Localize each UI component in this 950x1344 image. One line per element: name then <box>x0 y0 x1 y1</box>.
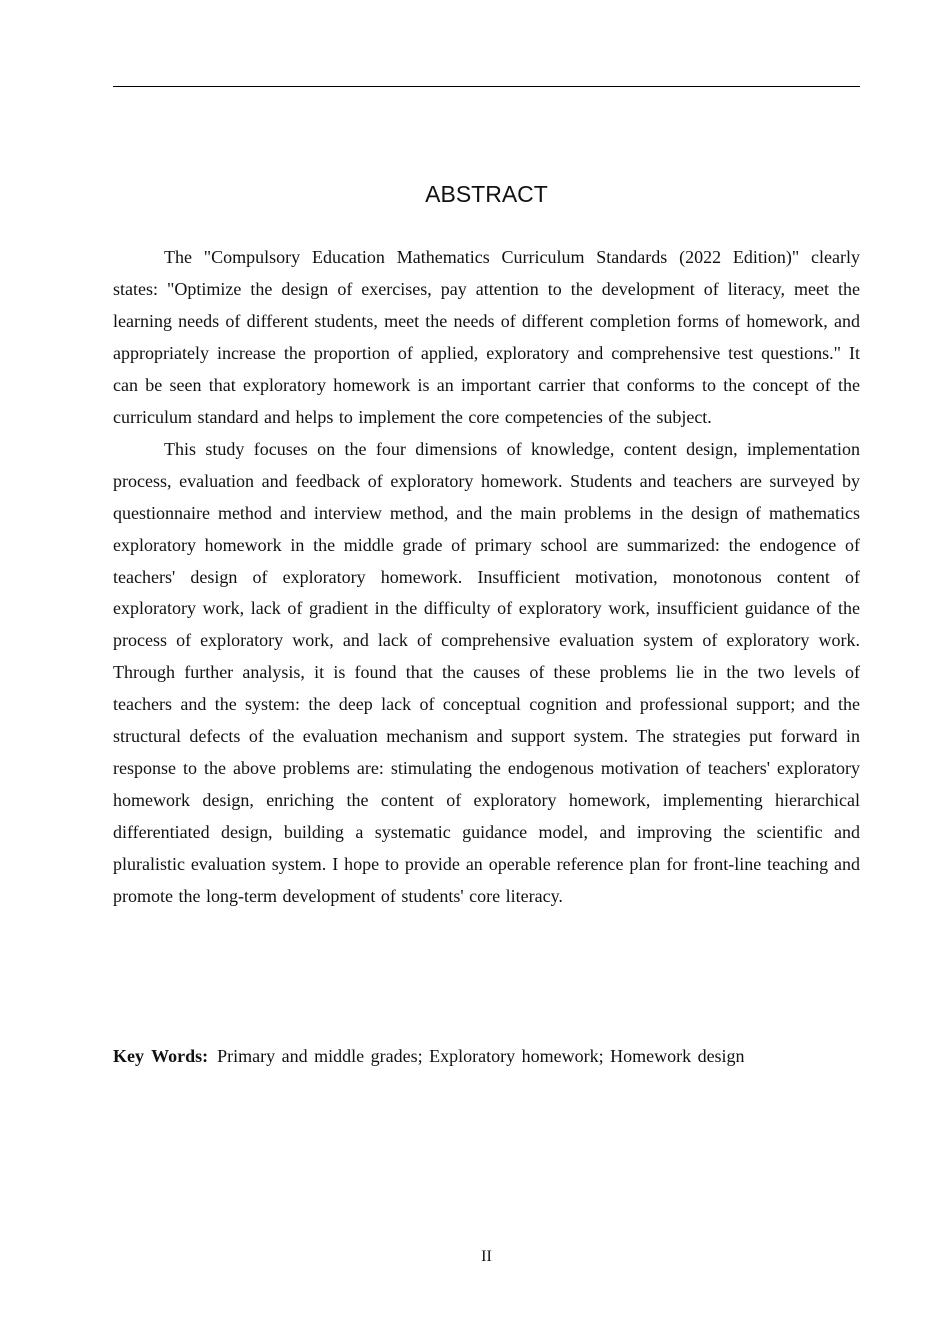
abstract-paragraph-2: This study focuses on the four dimensions of knowledge, content design, implementation process, evaluation and feedback of exploratory homework. Students and teachers are surveyed by questionnaire method and interview method, and the main problems in the design of mathematics exploratory homework in the middle grade of primary school are summarized: the endogence of teachers' design of exploratory homework. Insufficient motivation, monotonous content of exploratory work, lack of gradient in the difficulty of exploratory work, insufficient guidance of the process of exploratory work, and lack of comprehensive evaluation system of exploratory work. Through further analysis, it is found that the causes of these problems lie in the two levels of teachers and the system: the deep lack of conceptual cognition and professional support; and the structural defects of the evaluation mechanism and support system. The strategies put forward in response to the above problems are: stimulating the endogenous motivation of teachers' exploratory homework design, enriching the content of exploratory homework, implementing hierarchical differentiated design, building a systematic guidance model, and improving the scientific and pluralistic evaluation system. I hope to provide an operable reference plan for front-line teaching and promote the long-term development of students' core literacy. <box>113 438 860 907</box>
page-number: II <box>481 1248 492 1265</box>
abstract-paragraph-1: The "Compulsory Education Mathematics Curriculum Standards (2022 Edition)" clearly states: "Optimize the design of exercises, pay attention to the development of literacy, meet the learning needs of different students, meet the needs of different completion forms of homework, and appropriately increase the proportion of applied, exploratory and comprehensive test questions." It can be seen that exploratory homework is an important carrier that conforms to the concept of the curriculum standard and helps to implement the core competencies of the subject. <box>113 247 860 427</box>
keywords <box>113 1040 860 1072</box>
page-title: ABSTRACT <box>425 181 548 207</box>
header-rule <box>113 86 860 87</box>
abstract-body <box>113 242 860 913</box>
keywords-label: Key Words: <box>113 1046 209 1066</box>
keywords-list: Primary and middle grades; Exploratory homework; Homework design <box>217 1046 745 1066</box>
